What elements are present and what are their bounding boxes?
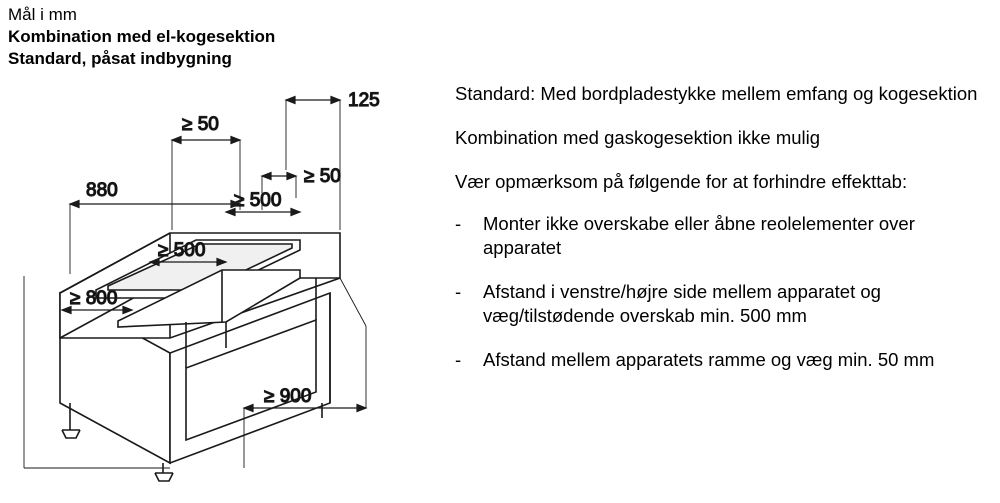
bullet-text-2: Afstand i venstre/højre side mellem apparatet og væg/tilstødende overskab min. 500 mm — [483, 281, 881, 326]
dim-height-500-right — [226, 190, 300, 216]
bullet-text-1: Monter ikke overskabe eller åbne reolelementer over apparatet — [483, 213, 915, 258]
title-line-sub: Standard, påsat indbygning — [8, 49, 232, 68]
dim-label-gap-right-50: ≥ 50 — [304, 166, 341, 187]
dim-depth-125 — [286, 90, 380, 230]
note-paragraph-2: Kombination med gaskogesektion ikke mulig — [455, 127, 821, 148]
dim-label-880: 880 — [86, 180, 118, 201]
dim-label-800: ≥ 800 — [70, 288, 118, 309]
bullet-dash-1: - — [455, 213, 462, 234]
title-line-main: Kombination med el-kogesektion — [8, 27, 276, 46]
bullet-text-3: Afstand mellem apparatets ramme og væg min. 50 mm — [483, 349, 935, 370]
drawing-svg — [0, 78, 440, 498]
note-bullet-3 — [455, 348, 995, 372]
technical-drawing — [0, 78, 440, 498]
page-title — [8, 4, 438, 70]
dim-label-500-right: ≥ 500 — [234, 190, 282, 211]
dim-label-500-left: ≥ 500 — [158, 240, 206, 261]
note-bullet-2 — [455, 280, 995, 328]
note-paragraph-1: Standard: Med bordpladestykke mellem emfang og kogesektion — [455, 83, 978, 104]
title-line-units: Mål i mm — [8, 5, 77, 24]
notes-panel — [455, 82, 995, 392]
dim-label-125: 125 — [348, 90, 380, 111]
note-paragraph-3: Vær opmærksom på følgende for at forhindre effekttab: — [455, 171, 908, 192]
cabinet-foot-front — [155, 463, 173, 481]
note-bullet-1 — [455, 212, 995, 260]
dim-label-900: ≥ 900 — [264, 386, 312, 407]
dim-label-gap-left-50: ≥ 50 — [182, 114, 219, 135]
bullet-dash-2: - — [455, 281, 462, 302]
bullet-dash-3: - — [455, 349, 462, 370]
